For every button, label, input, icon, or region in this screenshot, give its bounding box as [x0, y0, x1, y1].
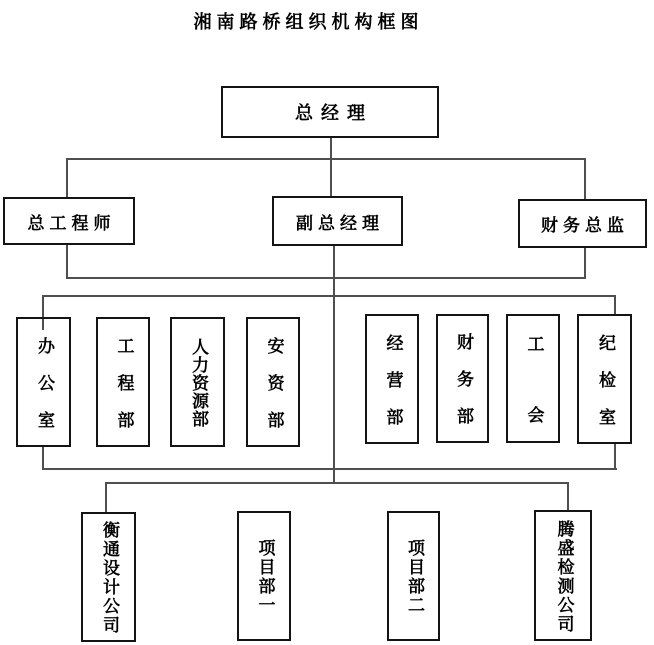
connector-mid-rail-upper — [66, 277, 586, 279]
connector-level2-rail — [66, 158, 586, 160]
node-safety-assets-dept — [246, 317, 300, 447]
node-project-dept-one-label: 项目部一 — [254, 539, 275, 615]
connector-department-rail — [42, 295, 616, 297]
node-project-dept-one — [237, 511, 291, 641]
connector-discipline-bottom — [614, 444, 616, 470]
node-labor-union-label: 工会 — [523, 334, 544, 477]
node-labor-union — [506, 314, 560, 477]
node-finance-director — [518, 199, 647, 248]
node-discipline-inspection-office — [577, 314, 632, 444]
node-hengtong-design-company-label: 衡通设计公司 — [99, 521, 119, 635]
node-project-dept-two — [387, 511, 440, 641]
node-chief-engineer-label: 总工程师 — [27, 213, 116, 234]
connector-subsidiary-rail — [105, 482, 569, 484]
node-deputy-general-manager — [272, 196, 403, 246]
node-safety-assets-dept-label: 安资部 — [263, 336, 284, 448]
connector-chief-engineer-bottom — [66, 245, 68, 278]
connector-hengtong-top — [105, 482, 107, 513]
connector-office-bottom — [42, 447, 44, 470]
node-deputy-general-manager-label: 副总经理 — [296, 213, 384, 234]
node-office-label: 办公室 — [34, 336, 54, 448]
node-human-resources-dept-label: 人力资源部 — [188, 337, 208, 428]
node-hengtong-design-company — [81, 512, 136, 642]
connector-chief-engineer-top — [66, 158, 68, 198]
node-finance-director-label: 财务总监 — [541, 216, 629, 236]
node-finance-dept-label: 财务部 — [453, 333, 473, 444]
connector-deputy-gm-top — [330, 158, 332, 197]
connector-tengsheng-top — [567, 482, 569, 511]
node-general-manager-label: 总经理 — [295, 103, 373, 124]
node-discipline-inspection-office-label: 纪检室 — [595, 333, 615, 445]
connector-cfo-bottom — [584, 248, 586, 278]
node-human-resources-dept — [170, 317, 225, 447]
connector-gm-drop — [330, 138, 332, 159]
node-office — [16, 317, 71, 447]
node-finance-dept — [436, 314, 489, 443]
node-tengsheng-testing-company — [534, 510, 592, 641]
chart-title: 湘南路桥组织机构框图 — [193, 12, 424, 33]
connector-discipline-top — [614, 295, 616, 315]
connector-deputy-gm-trunk — [333, 246, 335, 484]
node-project-dept-two-label: 项目部二 — [404, 539, 424, 615]
node-general-manager — [221, 86, 439, 138]
node-engineering-dept-label: 工程部 — [113, 336, 134, 448]
node-chief-engineer — [3, 197, 135, 245]
node-operations-dept-label: 经营部 — [382, 333, 403, 445]
node-tengsheng-testing-company-label: 腾盛检测公司 — [553, 519, 574, 634]
node-operations-dept — [365, 314, 419, 444]
node-engineering-dept — [96, 317, 150, 447]
connector-cfo-top — [584, 158, 586, 200]
